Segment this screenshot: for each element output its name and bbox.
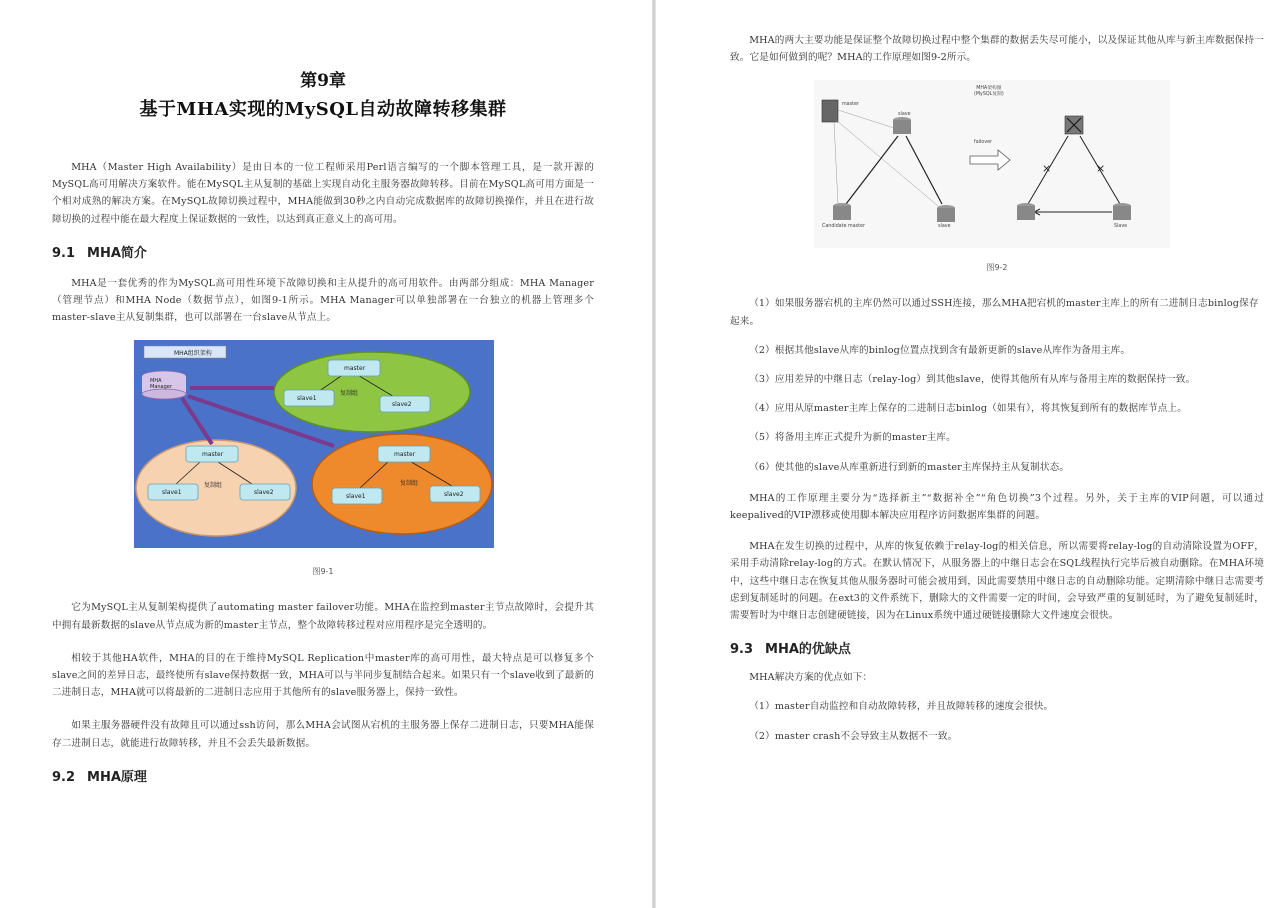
slave2-db-body	[937, 208, 955, 222]
failover-steps-list	[730, 295, 1264, 475]
list-item: （2）master crash不会导致主从数据不一致。	[749, 730, 958, 742]
section-title: MHA简介	[87, 245, 147, 261]
arrow-to-peach	[182, 398, 212, 444]
failover-arrow-icon	[970, 150, 1010, 170]
fig2-label-slave-b: slave	[938, 224, 951, 230]
link-manager-slave2	[836, 120, 938, 206]
link-manager-master	[838, 110, 894, 128]
green-slave1-label: slave1	[297, 395, 317, 403]
green-slave2-label: slave2	[392, 401, 412, 409]
peach-master-label: master	[202, 451, 224, 459]
section-number: 9.3	[730, 642, 754, 658]
section-heading-9-1	[52, 242, 594, 261]
green-master-label: master	[344, 365, 366, 373]
section-heading-9-3	[730, 638, 1264, 657]
section-number: 9.2	[52, 769, 76, 785]
section-heading-9-2	[52, 766, 594, 785]
figure-9-1	[134, 340, 494, 548]
orange-slave2-label: slave2	[444, 491, 464, 499]
figure-title: MHA组织架构	[174, 350, 212, 358]
link-master-slave2	[906, 136, 942, 204]
cross-mark-1-icon: ×	[1042, 162, 1052, 176]
orange-slave1-label: slave1	[346, 493, 366, 501]
peach-slave2-label: slave2	[254, 489, 274, 497]
relay-log-paragraph: MHA在发生切换的过程中，从库的恢复依赖于relay-log的相关信息，所以需要将relay-log的自动清除设置为OFF，采用手动清除relay-log的方式。在默认情况下，从服务器上的中继日志会在SQL线程执行完毕后被自动删除。在MHA环境中，这些中继日志在恢复其他从服务器时可能会被用到，因此需要禁用中继日志的自动删除功能。定期清除中继日志需要考虑到复制延时的问题。在ext3的文件系统下，删除大的文件需要一定的时间，会导致严重的复制延时，为了避免复制延时，需要暂时为中继日志创建硬链接，因为在Linux系统中通过硬链接删除大文件速度会很快。	[730, 541, 1264, 622]
orange-master-label: master	[394, 451, 416, 459]
fig2-label-slave-a: slave	[898, 112, 911, 118]
section-title: MHA原理	[87, 769, 147, 785]
failover-paragraph: 它为MySQL主从复制架构提供了automating master failover功能。MHA在监控到master主节点故障时，会提升其中拥有最新数据的slave从节点成为新的master主节点，整个故障转移过程对应用程序是完全透明的。	[52, 602, 594, 631]
peach-slave1-label: slave1	[162, 489, 182, 497]
slave3-db-body	[1113, 206, 1131, 220]
list-item: （5）将备用主库正式提升为新的master主库。	[749, 432, 956, 444]
figure-9-2-title: MHA架构图 (MySQL复制)	[974, 86, 1004, 98]
intro-paragraph: MHA（Master High Availability）是由日本的一位工程师采用Perl语言编写的一个脚本管理工具，是一款开源的MySQL高可用解决方案软件。能在MySQL主从复制的基础上实现自动化主服务器故障转移。目前在MySQL高可用方面是一个相对成熟的解决方案。在MySQL故障切换过程中，MHA能做到30秒之内自动完成数据库的故障切换操作，并且在进行故障切换的过程中能在最大程度上保证数据的一致性，以达到真正意义上的高可用。	[52, 162, 594, 225]
fig2-label-failover: failover	[974, 140, 992, 146]
list-item: （1）如果服务器宕机的主库仍然可以通过SSH连接，那么MHA把宕机的master主库上的所有二进制日志binlog保存起来。	[730, 298, 1259, 327]
figure-9-2	[814, 80, 1170, 248]
ssh-paragraph: 如果主服务器硬件没有故障且可以通过ssh访问，那么MHA会试图从宕机的主服务器上保存二进制日志，只要MHA能保存二进制日志，就能进行故障转移，并且不会丢失最新数据。	[52, 720, 594, 749]
list-item: （1）master自动监控和自动故障转移，并且故障转移的速度会很快。	[749, 701, 1054, 713]
figure-9-2-caption: 图9-2	[986, 263, 1008, 273]
fig2-label-candidate: Candidate master	[822, 224, 865, 230]
mha-architecture-diagram	[134, 340, 494, 548]
link-manager-slave1	[834, 122, 838, 204]
master-db-body	[893, 120, 911, 134]
peach-replication-label: 复制组	[204, 482, 223, 490]
chapter-number: 第9章	[300, 71, 346, 91]
pros-intro: MHA解决方案的优点如下：	[749, 672, 873, 684]
candidate-db-body	[1017, 206, 1035, 220]
manager-cylinder-bottom	[142, 389, 186, 399]
green-replication-label: 复制组	[340, 390, 359, 398]
comparison-paragraph: 相较于其他HA软件，MHA的目的在于维持MySQL Replication中master库的高可用性，最大特点是可以修复多个slave之间的差异日志，最终使所有slave保持数据一致，MHA可以与半同步复制结合起来。如果只有一个slave收到了最新的二进制日志，MHA就可以将最新的二进制日志应用于其他所有的slave服务器上，保持一致性。	[52, 652, 594, 699]
list-item: （4）应用从原master主库上保存的二进制日志binlog（如果有），将其恢复到所有的数据库节点上。	[749, 403, 1187, 415]
link-master-slave1	[846, 136, 898, 204]
principle-intro-paragraph: MHA的两大主要功能是保证整个故障切换过程中整个集群的数据丢失尽可能小，以及保证其他从库与新主库数据保持一致。它是如何做到的呢？MHA的工作原理如图9-2所示。	[730, 35, 1264, 64]
right-page	[656, 0, 1280, 908]
section-number: 9.1	[52, 245, 76, 261]
orange-replication-label: 复制组	[400, 480, 419, 488]
manager-server-icon	[822, 100, 838, 122]
figure-9-1-caption: 图9-1	[312, 567, 334, 577]
cross-mark-2-icon: ×	[1096, 162, 1106, 176]
section-title: MHA的优缺点	[765, 642, 851, 658]
stages-paragraph: MHA的工作原理主要分为“选择新主”“数据补全”“角色切换”3个过程。另外，关于主库的VIP问题，可以通过keepalived的VIP漂移或使用脚本解决应用程序访问数据库集群的问题。	[730, 492, 1264, 522]
manager-label: MHA Manager	[150, 378, 172, 391]
slave1-db-body	[833, 206, 851, 220]
list-item: （2）根据其他slave从库的binlog位置点找到含有最新更新的slave从库作为备用主库。	[749, 344, 1131, 356]
chapter-title: 基于MHA实现的MySQL自动故障转移集群	[139, 99, 507, 120]
fig2-label-slave-c: Slave	[1114, 224, 1128, 230]
list-item: （6）使其他的slave从库重新进行到新的master主库保持主从复制状态。	[749, 461, 1070, 473]
list-item: （3）应用差异的中继日志（relay-log）到其他slave，使得其他所有从库与备用主库的数据保持一致。	[749, 374, 1196, 386]
mha-intro-paragraph: MHA是一套优秀的作为MySQL高可用性环境下故障切换和主从提升的高可用软件。由两部分组成：MHA Manager（管理节点）和MHA Node（数据节点），如图9-1所示。MHA Manager可以单独部署在一台独立的机器上管理多个master-slave主从复制集群，也可以部署在一台slave从节点上。	[52, 277, 594, 324]
fig2-label-master: master	[842, 102, 859, 108]
